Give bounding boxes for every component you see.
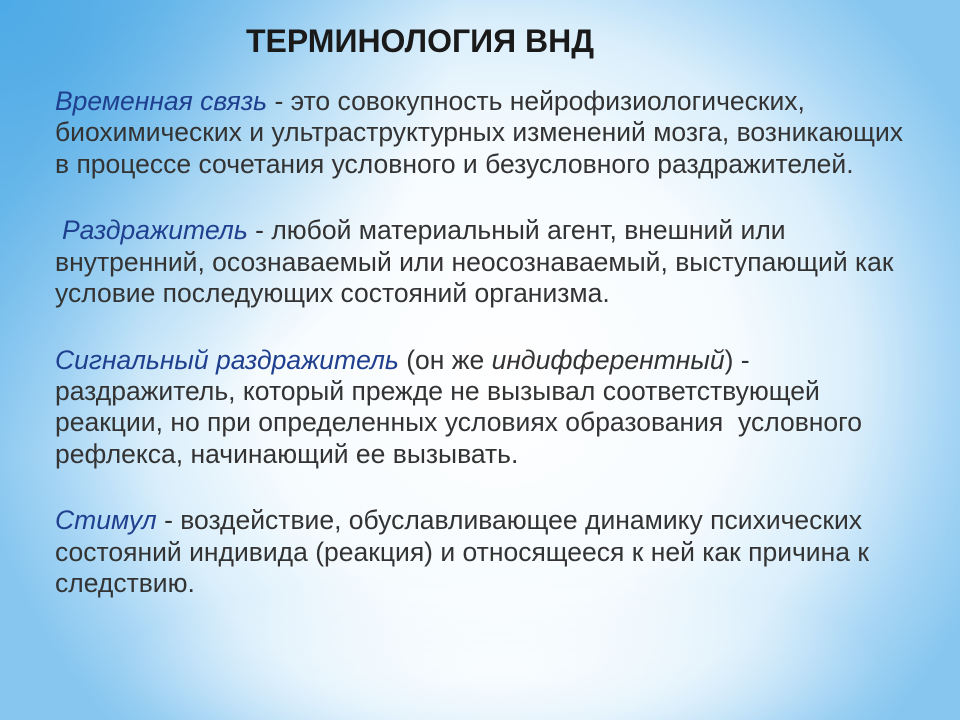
- definition-line: рефлекса, начинающий ее вызывать.: [55, 438, 519, 469]
- definition-text: (он же: [398, 344, 492, 375]
- definition-line: раздражитель, который прежде не вызывал соответствующей: [55, 376, 820, 407]
- definition-first-line: [55, 215, 903, 246]
- definition-text: - это совокупность нейрофизиологических,: [267, 86, 805, 116]
- definition-text: ) -: [724, 344, 750, 375]
- definition-term: Сигнальный раздражитель: [55, 344, 399, 375]
- definition-term: Раздражитель: [62, 215, 248, 246]
- definition-term: Стимул: [55, 505, 157, 536]
- definition-signal-irritant: [55, 345, 903, 470]
- definition-line: следствию.: [55, 568, 195, 599]
- definition-line: внутренний, осознаваемый или неосознаваемый, выступающий как: [55, 246, 894, 277]
- slide-title: ТЕРМИНОЛОГИЯ ВНД: [245, 23, 595, 59]
- definition-temporary-connection: [55, 86, 903, 180]
- definition-line: состояний индивида (реакция) и относящееся к ней как причина к: [55, 536, 869, 567]
- definition-line: биохимических и ультраструктурных изменений мозга, возникающих: [55, 117, 904, 148]
- definition-text: - любой материальный агент, внешний или: [247, 215, 786, 246]
- definition-synonym: индифферентный: [491, 344, 725, 375]
- definition-line: условие последующих состояний организма.: [55, 277, 610, 308]
- definition-term: Временная связь: [55, 86, 268, 116]
- definition-line: реакции, но при определенных условиях образования условного: [55, 407, 862, 438]
- definition-first-line: [55, 86, 903, 117]
- definition-first-line: [55, 345, 903, 376]
- definition-first-line: [55, 505, 903, 536]
- definition-text: - воздействие, обуславливающее динамику психических: [156, 505, 863, 536]
- definition-irritant: [55, 215, 903, 309]
- definition-line: в процессе сочетания условного и безусловного раздражителей.: [55, 148, 854, 179]
- definition-stimulus: [55, 505, 903, 599]
- definitions-list: [55, 86, 903, 635]
